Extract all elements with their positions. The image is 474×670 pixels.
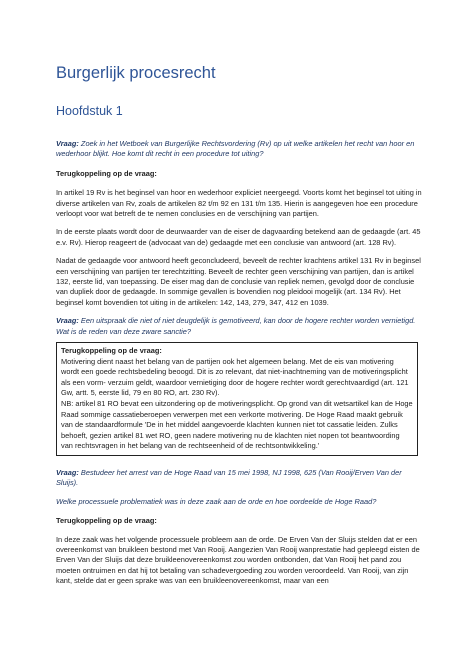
question-1 <box>56 139 422 160</box>
question-3-label: Vraag: <box>56 468 79 478</box>
question-3-sub: Welke processuele problematiek was in deze zaak aan de orde en hoe oordeelde de Hoge Raad? <box>56 496 377 506</box>
question-3 <box>56 468 422 489</box>
question-3-text: Bestudeer het arrest van de Hoge Raad van 15 mei 1998, NJ 1998, 625 (Van Rooij/Erven Van der Sluijs). <box>56 468 402 488</box>
feedback-1-paragraph-1: In artikel 19 Rv is het beginsel van hoor en wederhoor expliciet neergeegd. Voorts komt het beginsel tot uiting in diverse artikelen van Rv, zoals de artikelen 82 t/m 92 en 131 t/m 135. Hierin is aangegeven hoe een procedure verloopt voor wat betreft de te nemen conclusies en de verschijning van partijen. <box>56 188 422 219</box>
feedback-1-paragraph-3: Nadat de gedaagde voor antwoord heeft geconcludeerd, beveelt de rechter krachtens artikel 131 Rv in beginsel een verschijning van partijen ter terechtzitting. Beveelt de rechter geen verschijning van partijen, dan is artikel 132, eerste lid, van toepassing. De eiser mag dan de conclusie van repliek nemen, gevolgd door de conclusie van dupliek door de gedaagde. In sommige gevallen is bovendien nog pleidooi mogelijk (art. 134 Rv). Het beginsel komt bovendien tot uiting in de artikelen: 142, 143, 279, 347, 412 en 1039. <box>56 256 421 307</box>
feedback-2-box <box>56 342 418 456</box>
question-2 <box>56 316 422 337</box>
chapter-heading: Hoofdstuk 1 <box>56 104 123 118</box>
feedback-3-paragraph-1: In deze zaak was het volgende processuele probleem aan de orde. De Erven Van der Sluijs stelden dat er een overeenkomst van bruikleen bestond met Van Rooij. Aangezien Van Rooij wanprestatie had gepleegd eisten de Erven Van der Sluijs dat deze bruikleenovereenkomst zou worden ontbonden, dat Van Rooij het pand zou moeten ontruimen en dat hij tot betaling van schadevergoeding zou worden veroordeeld. Van Rooij, van zijn kant, stelde dat er geen sprake was van een bruikleenovereenkomst, maar van een <box>56 534 420 586</box>
feedback-1-label: Terugkoppeling op de vraag: <box>56 168 157 178</box>
feedback-2-label: Terugkoppeling op de vraag: <box>61 346 162 356</box>
question-1-label: Vraag: <box>56 139 79 148</box>
feedback-1-paragraph-2: In de eerste plaats wordt door de deurwaarder van de eiser de dagvaarding betekend aan de gedaagde (art. 45 e.v. Rv). Hierop reageert de (advocaat van de) gedaagde met een conclusie van antwoord (art. 128 Rv). <box>56 227 421 247</box>
question-1-text: Zoek in het Wetboek van Burgerlijke Rechtsvordering (Rv) op uit welke artikelen het recht van hoor en wederhoor blijkt. Hoe komt dit recht in een procedure tot uiting? <box>56 139 415 159</box>
feedback-2-paragraph-2: NB: artikel 81 RO bevat een uitzondering op de motiveringsplicht. Op grond van dit wetsartikel kan de Hoge Raad sommige cassatieberoepen verwerpen met een verkorte motivering. De Hoge Raad maakt gebruik van de standaardformule 'De in het middel aangevoerde klachten kunnen niet tot cassatie leiden. Zulks behoeft, gezien artikel 81 wet RO, geen nadere motivering nu de klachten niet nopen tot beantwoording van rechtsvragen in het belang van de rechtseenheid of de rechtsontwikkeling.' <box>61 399 413 451</box>
feedback-3-label: Terugkoppeling op de vraag: <box>56 516 157 526</box>
document-title: Burgerlijk procesrecht <box>56 64 216 82</box>
feedback-2-paragraph-1: Motivering dient naast het belang van de partijen ook het algemeen belang. Met de eis van motivering wordt een goede rechtsbedeling beoogd. Dit is zo relevant, dat niet-inachtneming van de motiveringsplicht als een vorm- verzuim geldt, waardoor vernietiging door de hogere rechter wordt gerechtvaardigd (art. 121 Gw, artt. 5, eerste lid, 79 en 80 RO, art. 230 Rv). <box>61 356 409 398</box>
question-2-label: Vraag: <box>56 316 79 326</box>
question-2-text: Een uitspraak die niet of niet deugdelijk is gemotiveerd, kan door de hogere rechter worden vernietigd. Wat is de reden van deze zware sanctie? <box>56 316 416 336</box>
